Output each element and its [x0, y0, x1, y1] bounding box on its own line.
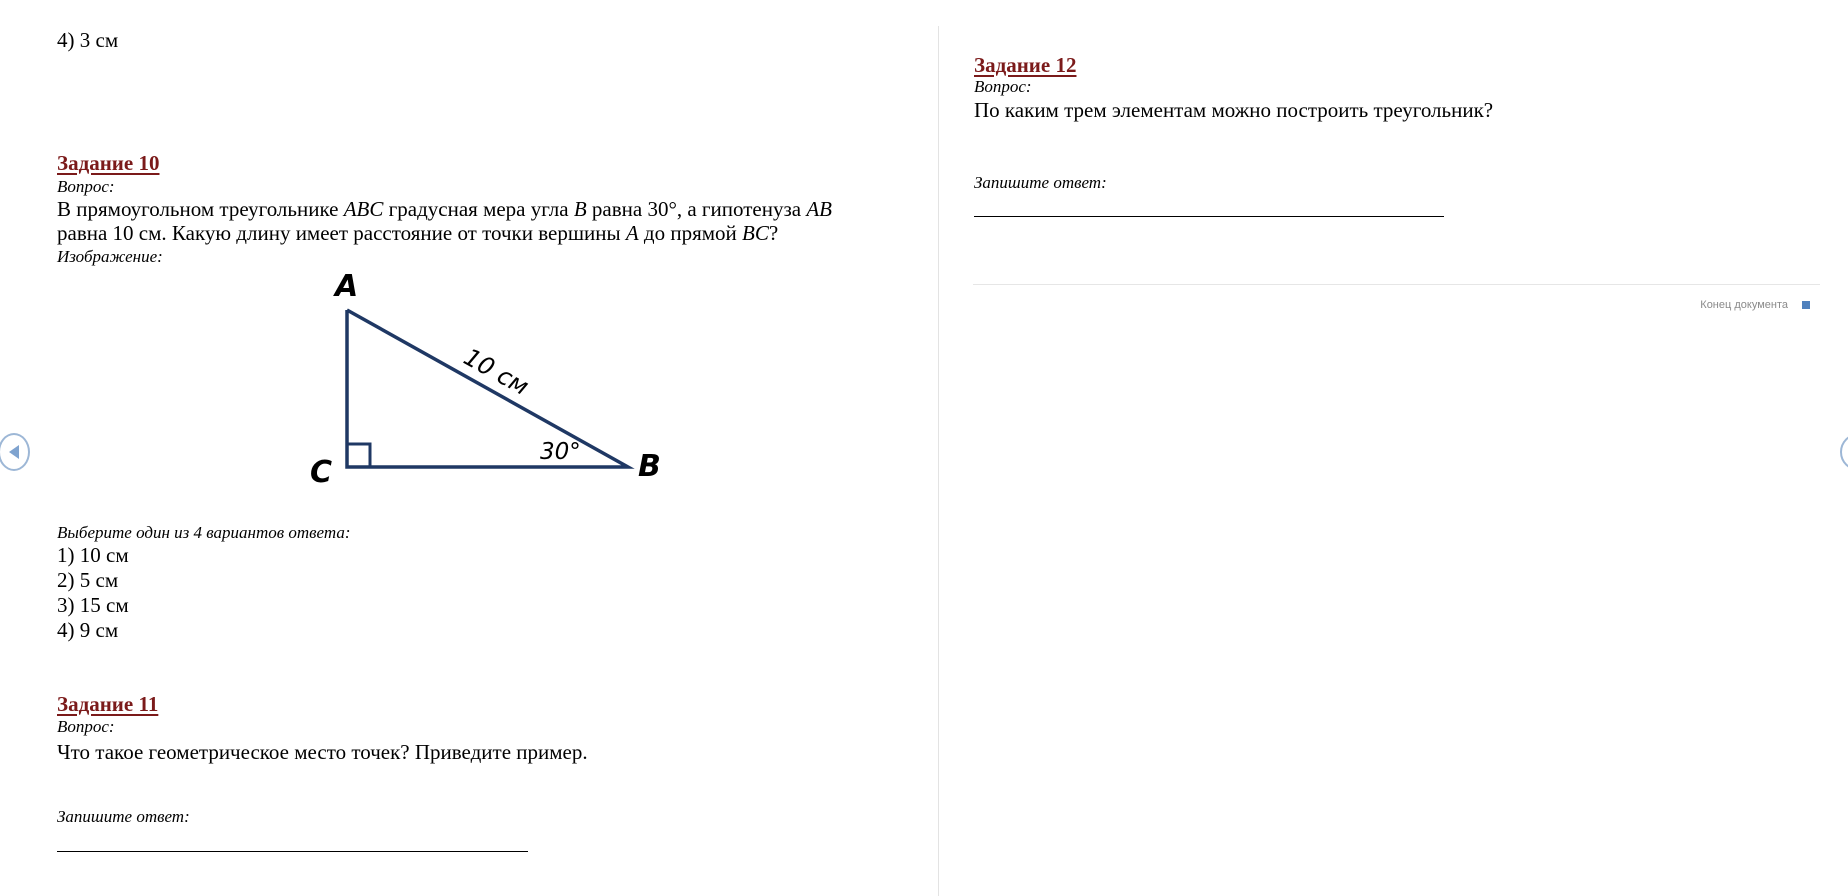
vertex-b-label: B [638, 449, 661, 484]
end-separator-line [973, 284, 1820, 285]
task-11-answer-line[interactable] [57, 851, 528, 852]
hypotenuse-length-label: 10 см [459, 342, 534, 401]
task-12-answer-line[interactable] [974, 216, 1444, 217]
task-10-choose-label: Выберите один из 4 вариантов ответа: [57, 523, 351, 542]
task-12-answer-label: Запишите ответ: [974, 173, 1107, 192]
task-10-title: Задание 10 [57, 151, 160, 175]
right-page [940, 0, 1848, 896]
task-12-question-label: Вопрос: [974, 77, 1032, 96]
task-10-question-line-2: равна 10 см. Какую длину имеет расстояние от точки вершины A до прямой BC? [57, 221, 779, 245]
task-10-option-4[interactable]: 4) 9 см [57, 618, 119, 642]
vertex-a-label: A [335, 269, 359, 304]
task-12-question: По каким трем элементам можно построить треугольник? [974, 98, 1494, 122]
page-divider [938, 26, 939, 896]
right-triangle-figure [300, 262, 670, 492]
chevron-left-icon [9, 445, 19, 459]
task-10-option-2[interactable]: 2) 5 см [57, 568, 119, 592]
task-10-option-1[interactable]: 1) 10 см [57, 543, 129, 567]
task-11-question: Что такое геометрическое место точек? Приведите пример. [57, 740, 588, 764]
task-10-image-label: Изображение: [57, 247, 163, 266]
end-of-document-label: Конец документа [1700, 299, 1788, 311]
end-of-document-marker [1700, 299, 1810, 311]
task-10-question-line-1: В прямоугольном треугольнике ABC градусная мера угла B равна 30°, а гипотенуза AB [57, 197, 833, 221]
right-angle-marker [347, 444, 370, 467]
task-10-option-3[interactable]: 3) 15 см [57, 593, 129, 617]
task-10-question-label: Вопрос: [57, 177, 115, 196]
task-11-title: Задание 11 [57, 692, 159, 716]
angle-b-label: 30° [540, 439, 581, 465]
previous-task-option-4: 4) 3 см [57, 28, 119, 52]
previous-page-button[interactable] [0, 433, 30, 471]
vertex-c-label: C [310, 455, 333, 490]
task-11-question-label: Вопрос: [57, 717, 115, 736]
end-square-icon [1802, 301, 1810, 309]
task-12-title: Задание 12 [974, 53, 1077, 77]
triangle-lines [347, 310, 628, 467]
task-11-answer-label: Запишите ответ: [57, 807, 190, 826]
triangle-outline [347, 310, 628, 467]
